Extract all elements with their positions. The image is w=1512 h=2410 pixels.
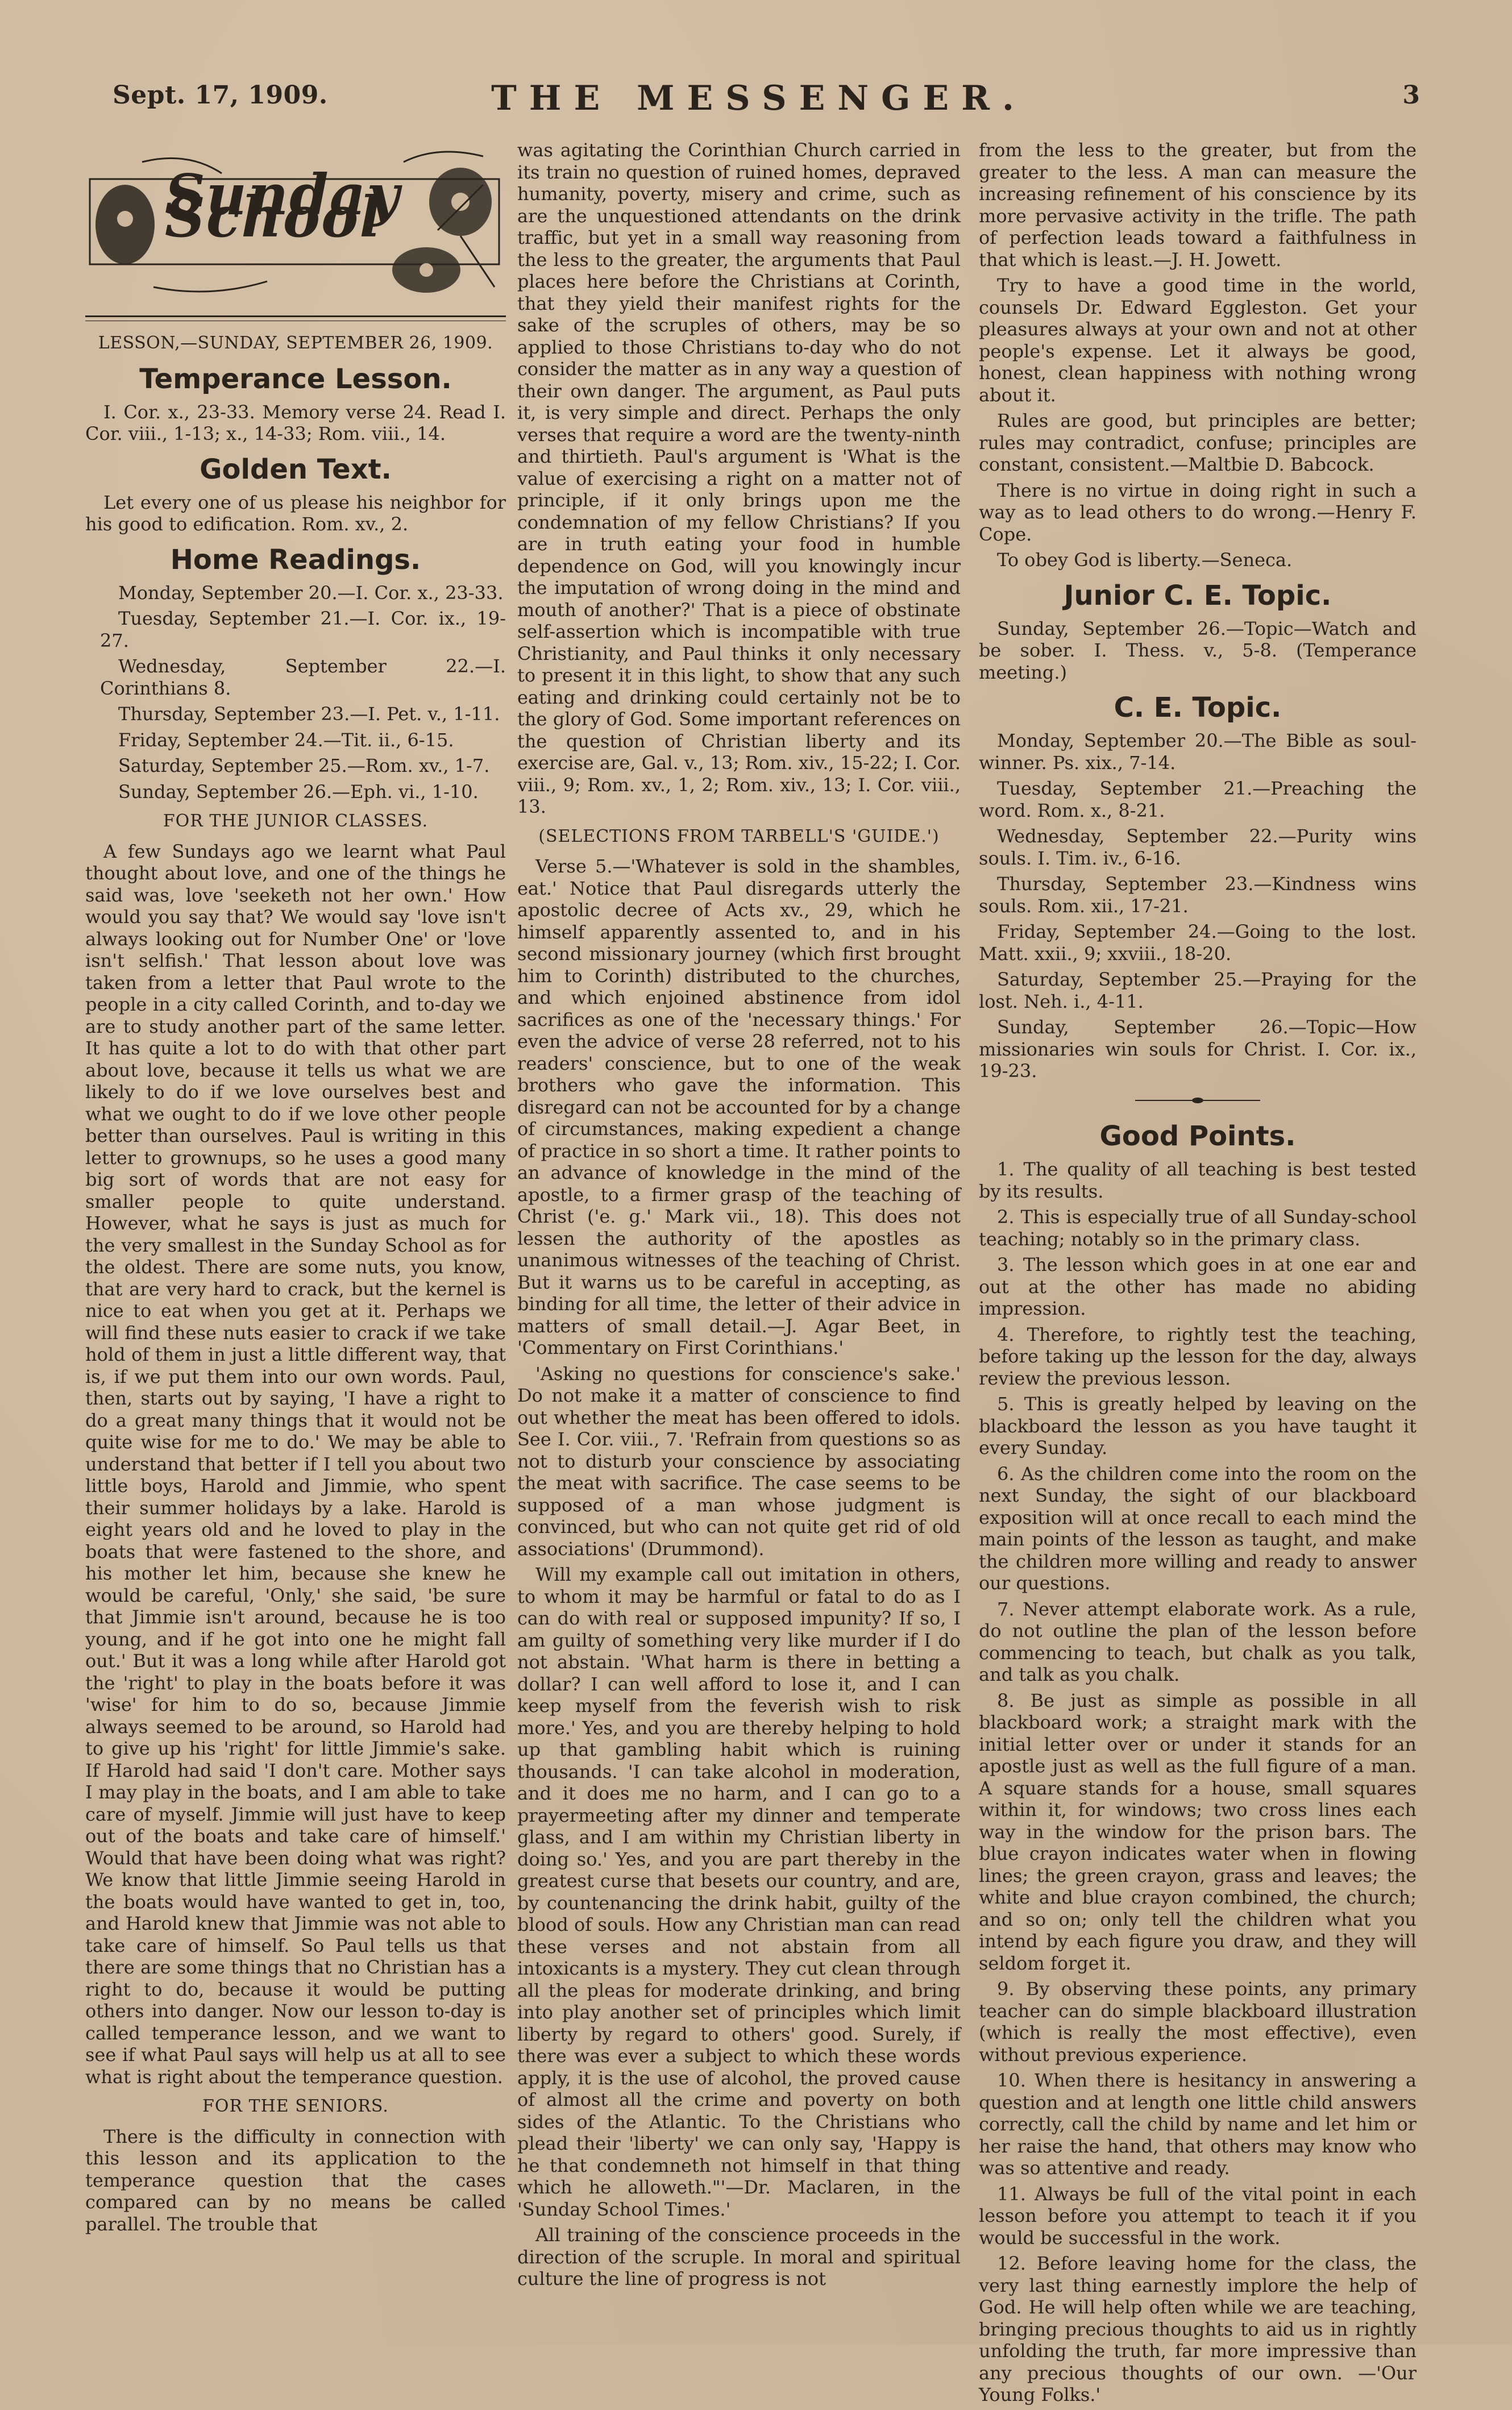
good-point-item: 2. This is especially true of all Sunday-school teaching; notably so in the primary class.	[979, 1206, 1417, 1250]
article-paragraph: Rules are good, but principles are better; rules may contradict, confuse; principles are constant, consistent.—Maltbie D. Babcock.	[979, 410, 1417, 475]
article-paragraph: To obey God is liberty.—Seneca.	[997, 549, 1293, 571]
good-point-item: 8. Be just as simple as possible in all blackboard work; a straight mark with the initial letter over or under it stands for an apostle just as well as the full figure of a man. A square stands for a house, small squares within it, for windows; two cross lines each way in the window for the prison bars. The blue crayon indicates water when in flowing lines; the green crayon, grass and leaves; the white and blue crayon combined, the church; and so on; only tell the children what you intend by each figure you draw, and they will seldom forget it.	[979, 1689, 1417, 1974]
heading-good-points: Good Points.	[1099, 1120, 1296, 1152]
issue-date: Sept. 17, 1909.	[113, 81, 328, 110]
good-point-item: 5. This is greatly helped by leaving on the blackboard the lesson as you have taught it every Sunday.	[979, 1393, 1417, 1459]
page-header	[91, 78, 1427, 124]
column-1	[85, 139, 506, 2239]
heading-home-readings: Home Readings.	[170, 543, 421, 576]
good-point-item: 4. Therefore, to rightly test the teaching, before taking up the lesson for the day, always review the previous lesson.	[979, 1323, 1417, 1389]
article-paragraph: Will my example call out imitation in others, to whom it may be harmful or fatal to do as I can do with real or supposed impunity? If so, I am guilty of something very like murder if I do not abstain. 'What harm is there in betting a dollar? I can well afford to lose it, and I can keep myself from the feverish wish to risk more.' Yes, and you are thereby helping to hold up that gambling habit which is ruining thousands. 'I can take alcohol in moderation, and it does me no harm, and I can go to a prayermeeting after my dinner and temperate glass, and I am within my Christian liberty in doing so.' Yes, and you are part thereby in the greatest curse that besets our country, and are, by countenancing the drink habit, guilty of the blood of souls. How any Christian man can read these verses and not abstain from all intoxicants is a mystery. They cut clean through all the pleas for moderate drinking, and bring into play another set of principles which limit liberty by regard to others' good. Surely, if there was ever a subject to which these words apply, it is the use of alcohol, the proved cause of almost all the crime and poverty on both sides of the Atlantic. To the Christians who plead their 'liberty' we can only say, 'Happy is he that condemneth not himself in that thing which he alloweth."'—Dr. Maclaren, in the 'Sunday School Times.'	[517, 1564, 961, 2220]
page-number: 3	[1402, 81, 1420, 110]
good-point-item: 9. By observing these points, any primary teacher can do simple blackboard illustration (which is really the most effective), even without previous experience.	[979, 1978, 1417, 2066]
reading-item: Saturday, September 25.—Rom. xv., 1-7.	[118, 755, 490, 776]
article-paragraph: 'Asking no questions for conscience's sake.' Do not make it a matter of conscience to find out whether the meat has been offered to idols. See I. Cor. viii., 7. 'Refrain from questions so as not to disturb your conscience by associating the meat with sacrifice. The case seems to be supposed of a man whose judgment is convinced, but who can not quite get rid of old associations' (Drummond).	[517, 1362, 961, 1560]
divider-rule	[85, 315, 506, 317]
good-point-item: 3. The lesson which goes in at one ear and out at the other has made no abiding impression.	[979, 1254, 1417, 1319]
good-point-item: 11. Always be full of the vital point in each lesson before you attempt to teach it if you would be successful in the work.	[979, 2183, 1417, 2249]
reading-item: Friday, September 24.—Tit. ii., 6-15.	[118, 729, 454, 751]
tarbell-heading: (SELECTIONS FROM TARBELL'S 'GUIDE.')	[538, 826, 940, 846]
article-paragraph: There is no virtue in doing right in such a way as to lead others to do wrong.—Henry F. Cope.	[979, 479, 1417, 545]
ce-topic-item: Friday, September 24.—Going to the lost. Matt. xxii., 9; xxviii., 18-20.	[979, 921, 1417, 965]
golden-text: Let every one of us please his neighbor for his good to edification. Rom. xv., 2.	[85, 491, 506, 535]
ce-topic-item: Wednesday, September 22.—Purity wins souls. I. Tim. iv., 6-16.	[979, 825, 1417, 869]
reading-item: Thursday, September 23.—I. Pet. v., 1-11.	[118, 703, 500, 725]
ornament-divider-icon	[979, 1090, 1417, 1112]
ce-topic-item: Thursday, September 23.—Kindness wins souls. Rom. xii., 17-21.	[979, 873, 1417, 917]
heading-temperance-lesson: Temperance Lesson.	[139, 363, 452, 395]
lesson-date: LESSON,—SUNDAY, SEPTEMBER 26, 1909.	[98, 333, 493, 353]
article-paragraph: All training of the conscience proceeds in the direction of the scruple. In moral and spiritual culture the line of progress is not	[517, 2224, 961, 2290]
heading-ce-topic: C. E. Topic.	[1114, 692, 1282, 724]
good-point-item: 1. The quality of all teaching is best tested by its results.	[979, 1158, 1417, 1202]
heading-junior-ce-topic: Junior C. E. Topic.	[1064, 579, 1332, 612]
junior-classes-heading: FOR THE JUNIOR CLASSES.	[163, 811, 429, 831]
ce-topic-item: Saturday, September 25.—Praying for the lost. Neh. i., 4-11.	[979, 969, 1417, 1012]
article-paragraph: was agitating the Corinthian Church carried in its train no question of ruined homes, depraved humanity, poverty, misery and crime, such as are the unquestioned attendants on the drink traffic, but yet in a small way reasoning from the less to the greater, the arguments that Paul places here before the Christians at Corinth, that they yield their manifest rights for the sake of the scruples of others, may be so applied to those Christians to-day who do not consider the matter as in any way a question of their own danger. The argument, as Paul puts it, is very simple and direct. Perhaps the only verses that require a word are the twenty-ninth and thirtieth. Paul's argument is 'What is the value of exercising a right on a matter not of principle, if it only brings upon me the condemnation of my fellow Christians? If you are in truth eating your food in humble dependence on God, will you knowingly incur the imputation of wrong doing in the mind and mouth of another?' That is a piece of obstinate self-assertion which is incompatible with true Christianity, and Paul thinks it only necessary to present it in this light, to show that any such eating and drinking could certainly not be to the glory of God. Some important references on the question of Christian liberty and its exercise are, Gal. v., 13; Rom. xiv., 15-22; I. Cor. viii., 9; Rom. xv., 1, 2; Rom. xiv., 13; I. Cor. viii., 13.	[517, 139, 961, 817]
article-paragraph: Try to have a good time in the world, counsels Dr. Edward Eggleston. Get your pleasures always at your own and not at other people's expense. Let it always be good, honest, clean happiness with nothing wrong about it.	[979, 275, 1417, 406]
masthead-title: THE MESSENGER.	[491, 78, 1027, 118]
ce-topic-item: Tuesday, September 21.—Preaching the word. Rom. x., 8-21.	[979, 778, 1417, 821]
logo-text: Sunday School	[165, 163, 401, 250]
good-point-item: 10. When there is hesitancy in answering a question and at length one little child answers correctly, call the child by name and let him or her raise the hand, that others may know who was so attentive and ready.	[979, 2070, 1417, 2179]
ce-topic-item: Monday, September 20.—The Bible as soul-winner. Ps. xix., 7-14.	[979, 730, 1417, 774]
ce-topic-item: Sunday, September 26.—Topic—How missionaries win souls for Christ. I. Cor. ix., 19-23.	[979, 1016, 1417, 1082]
column-3	[979, 139, 1417, 2410]
seniors-heading: FOR THE SENIORS.	[202, 2096, 389, 2116]
article-paragraph: Verse 5.—'Whatever is sold in the shambles, eat.' Notice that Paul disregards utterly the apostolic decree of Acts xv., 29, which he himself apparently assented to, and in his second missionary journey (which first brought him to Corinth) distributed to the churches, and which enjoined abstinence from idol sacrifices as one of the 'necessary things.' For even the advice of verse 28 referred, not to his readers' conscience, but to one of the weak brothers who gave the information. This disregard can not be accounted for by a change of circumstances, making expedient a change of practice in so short a time. It rather points to an advance of knowledge in the mind of the apostle, to a firmer grasp of the teaching of Christ ('e. g.' Mark vii., 18). This does not lessen the authority of the apostles as unanimous witnesses of the teaching of Christ. But it warns us to be careful in accepting, as binding for all time, the letter of their advice in matters of small detail.—J. Agar Beet, in 'Commentary on First Corinthians.'	[517, 855, 961, 1358]
article-paragraph: from the less to the greater, but from the greater to the less. A man can measure the increasing refinement of his conscience by its more pervasive activity in the trifle. The path of perfection leads toward a faithfulness in that which is least.—J. H. Jowett.	[979, 139, 1417, 271]
good-point-item: 12. Before leaving home for the class, the very last thing earnestly implore the help of God. He will help often while we are teaching, bringing precious thoughts to aid us in rightly unfolding the truth, far more impressive than any precious thoughts of our own. —'Our Young Folks.'	[979, 2253, 1417, 2405]
reading-item: Tuesday, September 21.—I. Cor. ix., 19-27.	[100, 608, 506, 651]
junior-classes-text: A few Sundays ago we learnt what Paul thought about love, and one of the things he said was, love 'seeketh not her own.' How would you say that? We would say 'love isn't always looking out for Number One' or 'love isn't selfish.' That lesson about love was taken from a letter that Paul wrote to the people in a city called Corinth, and to-day we are to study another part of the same letter. It has quite a lot to do with that other part about love, because it tells us what we are likely to do if we love ourselves best and what we ought to do if we love other people better than ourselves. Paul is writing in this letter to grownups, so he uses a good many big sort of words that are not easy for smaller people to quite understand. However, what he says is just as much for the very smallest in the Sunday School as for the oldest. There are some nuts, you know, that are very hard to crack, but the kernel is nice to eat when you get at it. Perhaps we will find these nuts easier to crack if we take hold of them in just a little different way, that is, if we put them into our own words. Paul, then, starts out by saying, 'I have a right to do a great many things that it would not be quite wise for me to do.' We may be able to understand that better if I tell you about two little boys, Harold and Jimmie, who spent their summer holidays by a lake. Harold is eight years old and he loved to play in the boats that were fastened to the shore, and his mother let him, because she knew he would be careful, 'Only,' she said, 'be sure that Jimmie isn't around, because he is too young, and if he got into one he might fall out.' But it was a long while after Harold got the 'right' to play in the boats before it was 'wise' for him to do so, because Jimmie always seemed to be around, so Harold had to give up his 'right' for little Jimmie's sake. If Harold had said 'I don't care. Mother says I may play in the boats, and I am able to take care of myself. Jimmie will just have to keep out of the boats and take care of himself.' Would that have been doing what was right? We know that little Jimmie seeing Harold in the boats would have wanted to get in, too, and Harold knew that Jimmie was not able to take care of himself. So Paul tells us that there are some things that no Christian has a right to do, because it would be putting others into danger. Now our lesson to-day is called temperance lesson, and we want to see if what Paul says will help us at all to see what is right about the temperance question.	[85, 840, 506, 2088]
column-2	[517, 139, 961, 2294]
sunday-school-logo	[85, 139, 506, 310]
seniors-text: There is the difficulty in connection with this lesson and its application to the temperance question that the cases compared can by no means be called parallel. The trouble that	[85, 2125, 506, 2235]
good-point-item: 7. Never attempt elaborate work. As a rule, do not outline the plan of the lesson before commencing to teach, but chalk as you talk, and talk as you chalk.	[979, 1598, 1417, 1685]
reading-item: Monday, September 20.—I. Cor. x., 23-33.	[118, 581, 504, 604]
heading-golden-text: Golden Text.	[200, 453, 392, 485]
temperance-reference: I. Cor. x., 23-33. Memory verse 24. Read I. Cor. viii., 1-13; x., 14-33; Rom. viii., 14.	[85, 401, 506, 444]
junior-ce-text: Sunday, September 26.—Topic—Watch and be sober. I. Thess. v., 5-8. (Temperance meeting.)	[979, 617, 1417, 683]
good-point-item: 6. As the children come into the room on the next Sunday, the sight of our blackboard exposition will at once recall to each mind the main points of the lesson as taught, and make the children more willing and ready to answer our questions.	[979, 1462, 1417, 1594]
reading-item: Sunday, September 26.—Eph. vi., 1-10.	[118, 780, 479, 803]
reading-item: Wednesday, September 22.—I. Corinthians 8.	[100, 655, 506, 699]
